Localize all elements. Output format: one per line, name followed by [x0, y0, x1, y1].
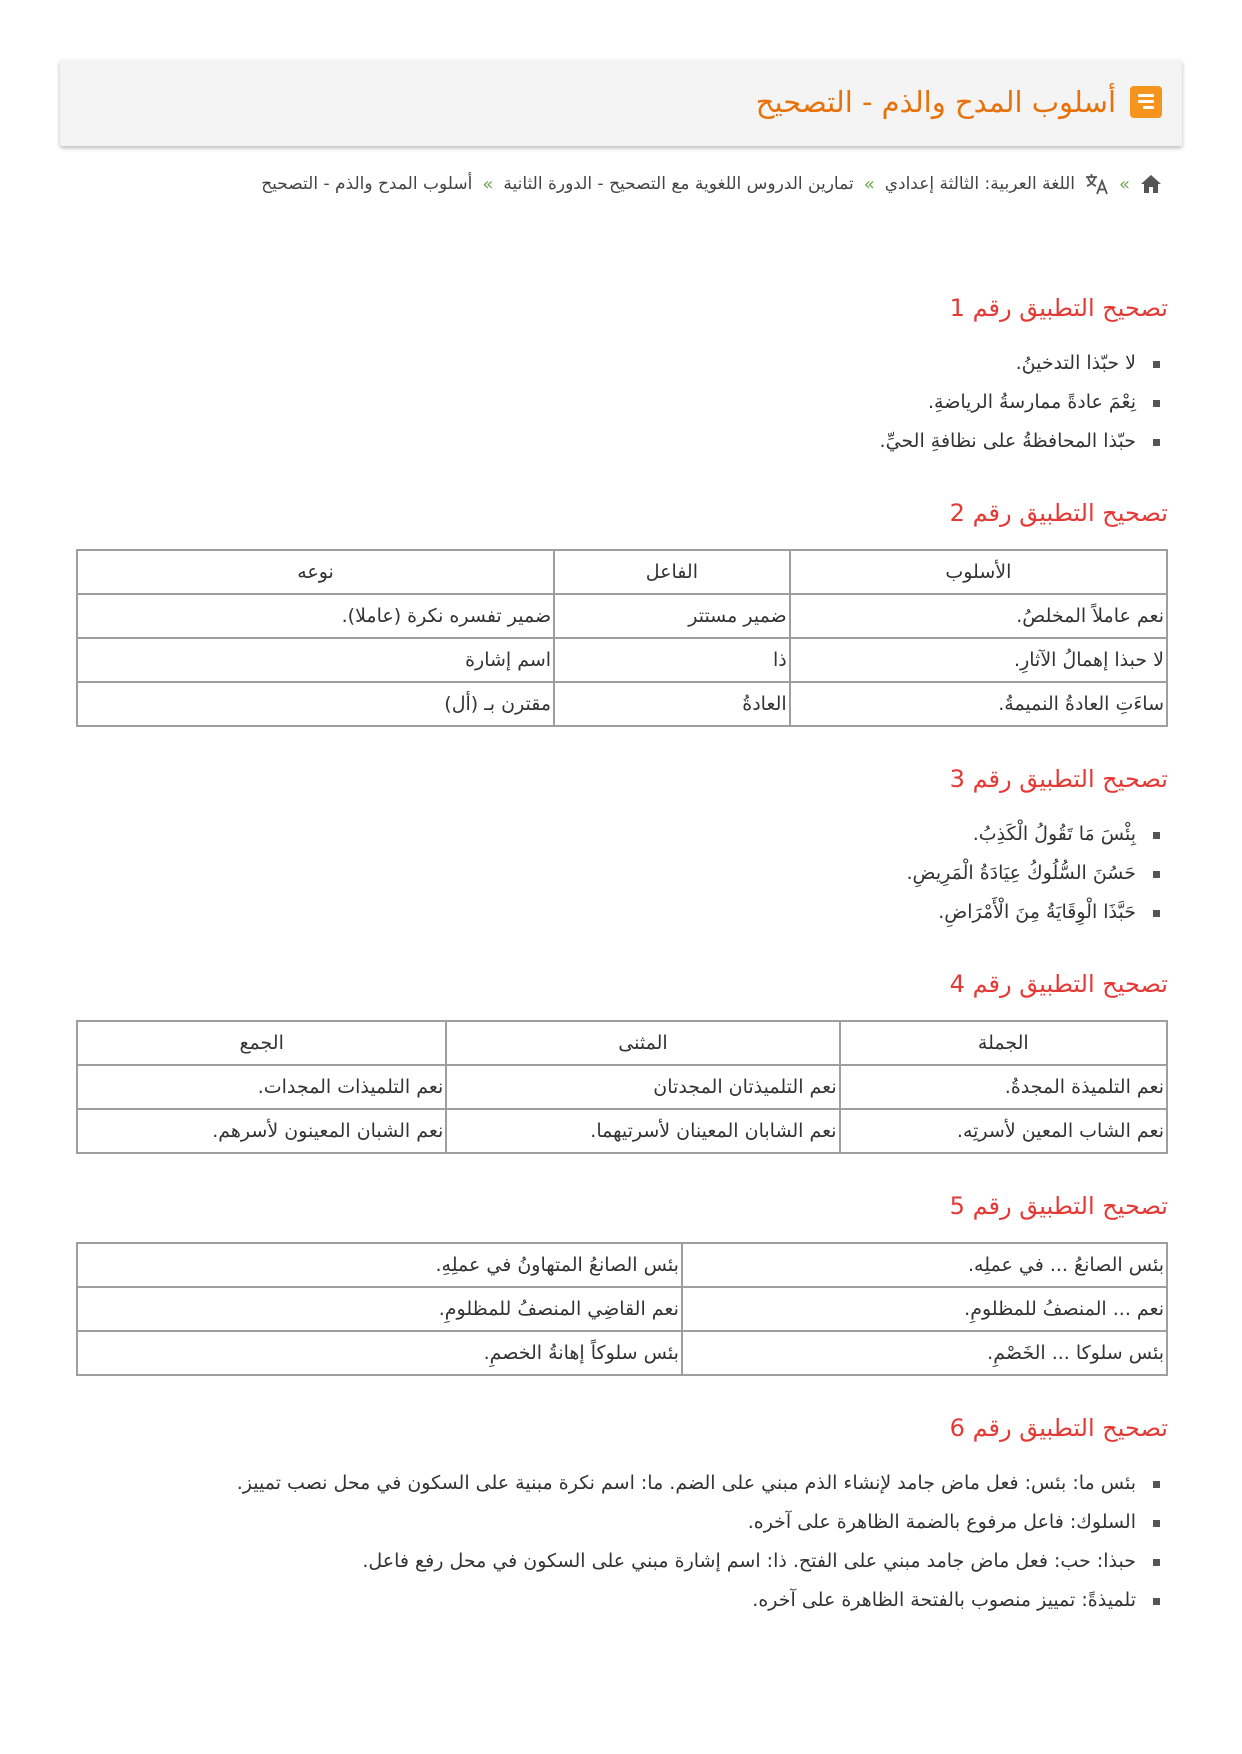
table-cell: نعم التلميذة المجدةُ. [840, 1065, 1167, 1109]
breadcrumb [261, 164, 1162, 204]
column-header: الأسلوب [790, 550, 1167, 594]
breadcrumb-current: أسلوب المدح والذم - التصحيح [261, 174, 473, 194]
answer-table [76, 1242, 1168, 1376]
table-cell: نعم الشبان المعينون لأسرهم. [77, 1109, 446, 1153]
page-title: أسلوب المدح والذم - التصحيح [755, 85, 1116, 119]
page-header [60, 60, 1182, 146]
list-item: لا حبّذا التدخينُ. [76, 344, 1168, 383]
table-header-row [77, 1021, 1167, 1065]
table-cell: نعم القاضِي المنصفُ للمظلومِ. [77, 1287, 682, 1331]
list-item: حَسُنَ السُّلُوكُ عِيَادَةُ الْمَرِيضِ. [76, 854, 1168, 893]
list-item: السلوك: فاعل مرفوع بالضمة الظاهرة على آخره. [76, 1503, 1168, 1542]
section-title: تصحيح التطبيق رقم 1 [949, 294, 1168, 322]
breadcrumb-link-grade[interactable]: اللغة العربية: الثالثة إعدادي [884, 174, 1075, 194]
breadcrumb-separator: » [863, 173, 875, 195]
column-header: الفاعل [554, 550, 790, 594]
main-content [76, 290, 1168, 1654]
table-cell: ساءَتِ العادةُ النميمةُ. [790, 682, 1167, 726]
section-title: تصحيح التطبيق رقم 5 [949, 1192, 1168, 1220]
table-cell: بئس سلوكاً إهانةُ الخصمِ. [77, 1331, 682, 1375]
section-title: تصحيح التطبيق رقم 2 [949, 499, 1168, 527]
list-item: حبذا: حب: فعل ماض جامد مبني على الفتح. ذا: اسم إشارة مبني على السكون في محل رفع فاعل. [76, 1542, 1168, 1581]
table-header-row [77, 550, 1167, 594]
table-cell: ذا [554, 638, 790, 682]
table-row [77, 1065, 1167, 1109]
table-cell: بئس سلوكا ... الخَصْمِ. [682, 1331, 1167, 1375]
table-row [77, 1243, 1167, 1287]
table-row [77, 682, 1167, 726]
column-header: نوعه [77, 550, 554, 594]
document-icon [1130, 86, 1162, 118]
section-title: تصحيح التطبيق رقم 6 [949, 1414, 1168, 1442]
table-cell: مقترن بـ (أل) [77, 682, 554, 726]
table-row [77, 1331, 1167, 1375]
table-row [77, 594, 1167, 638]
table-cell: بئس الصانعُ المتهاونُ في عملِهِ. [77, 1243, 682, 1287]
section-title: تصحيح التطبيق رقم 3 [949, 765, 1168, 793]
table-row [77, 638, 1167, 682]
table-row [77, 1287, 1167, 1331]
table-cell: العادةُ [554, 682, 790, 726]
breadcrumb-separator: » [482, 173, 494, 195]
answer-list [76, 815, 1168, 932]
translate-icon [1085, 173, 1109, 195]
column-header: المثنى [446, 1021, 839, 1065]
column-header: الجمع [77, 1021, 446, 1065]
home-icon[interactable] [1140, 174, 1162, 194]
table-cell: نعم الشاب المعين لأسرتِه. [840, 1109, 1167, 1153]
table-cell: لا حبذا إهمالُ الآثارِ. [790, 638, 1167, 682]
list-item: بِئْسَ مَا تَقُولُ الْكَذِبُ. [76, 815, 1168, 854]
column-header: الجملة [840, 1021, 1167, 1065]
section-title: تصحيح التطبيق رقم 4 [949, 970, 1168, 998]
table-cell: نعم الشابان المعينان لأسرتيهما. [446, 1109, 839, 1153]
list-item: بئس ما: بئس: فعل ماض جامد لإنشاء الذم مبني على الضم. ما: اسم نكرة مبنية على السكون في محل نصب تمييز. [76, 1464, 1168, 1503]
table-cell: بئس الصانعُ ... في عملِه. [682, 1243, 1167, 1287]
list-item: نِعْمَ عادةً ممارسةُ الرياضةِ. [76, 383, 1168, 422]
breadcrumb-link-exercises[interactable]: تمارين الدروس اللغوية مع التصحيح - الدورة الثانية [503, 174, 854, 194]
table-cell: نعم ... المنصفُ للمظلومِ. [682, 1287, 1167, 1331]
table-cell: نعم عاملاً المخلصُ. [790, 594, 1167, 638]
list-item: حبّذا المحافظةُ على نظافةِ الحيِّ. [76, 422, 1168, 461]
answer-list [76, 344, 1168, 461]
table-cell: نعم التلميذات المجدات. [77, 1065, 446, 1109]
list-item: تلميذةً: تمييز منصوب بالفتحة الظاهرة على آخره. [76, 1581, 1168, 1620]
table-cell: ضمير تفسره نكرة (عاملا). [77, 594, 554, 638]
table-cell: اسم إشارة [77, 638, 554, 682]
table-row [77, 1109, 1167, 1153]
list-item: حَبَّذَا الْوِقَايَةُ مِنَ الْأَمْرَاضِ. [76, 893, 1168, 932]
answer-table [76, 1020, 1168, 1154]
table-cell: ضمير مستتر [554, 594, 790, 638]
answer-table [76, 549, 1168, 727]
answer-list [76, 1464, 1168, 1620]
breadcrumb-separator: » [1118, 173, 1130, 195]
table-cell: نعم التلميذتان المجدتان [446, 1065, 839, 1109]
